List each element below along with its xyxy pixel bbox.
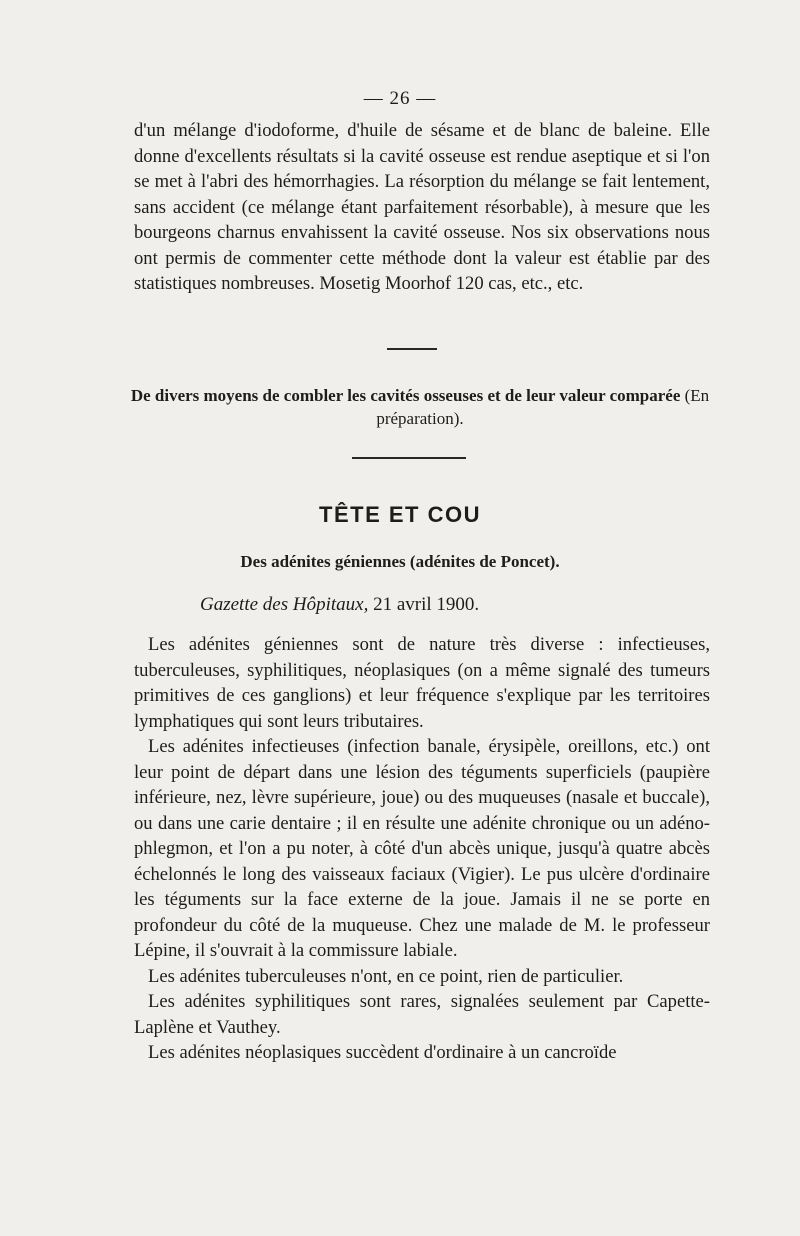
body-paragraph: Les adénites néoplasiques succèdent d'ordinaire à un cancroïde [148,1042,617,1063]
section-heading [120,384,720,430]
body-paragraph: Les adénites tuberculeuses n'ont, en ce point, rien de particulier. [148,965,624,987]
article-title: Des adénites géniennes (adénites de Poncet). [240,552,560,571]
page-number: — 26 — [363,88,437,109]
section-heading-note: (En préparation). [376,386,710,428]
source-date: 21 avril 1900. [373,594,480,615]
source-journal: Gazette des Hôpitaux, [200,594,369,615]
article-source [200,594,479,616]
separator-rule-long [352,457,466,459]
chapter-title: TÊTE ET COU [319,502,481,527]
top-paragraph-block [134,118,710,297]
body-paragraph: Les adénites infectieuses (infection banale, érysipèle, oreillons, etc.) ont leur point de départ dans une lésion des téguments superficiels (paupière inférieure, nez, lèvre supérieure, joue) ou des muqueuses (nasale et buccale), ou dans une carie dentaire ; il en résulte une adénite chronique ou un adéno-phlegmon, et l'on a pu noter, à côté d'un abcès unique, jusqu'à quatre abcès échelonnés le long des vaisseaux faciaux (Vigier). Le pus ulcère d'ordinaire les téguments sur la face externe de la joue. Jamais il ne se porte en profondeur du côté de la muqueuse. Chez une malade de M. le professeur Lépine, il s'ouvrait à la commissure labiale. [134,736,710,961]
separator-rule-short [387,348,437,350]
body-paragraph: Les adénites géniennes sont de nature très diverse : infectieuses, tuberculeuses, syphilitiques, néoplasiques (on a même signalé des tumeurs primitives de ces ganglions) et leur fréquence s'explique par les territoires lymphatiques qui sont leurs tributaires. [134,634,710,732]
article-body [134,632,710,1066]
top-paragraph: d'un mélange d'iodoforme, d'huile de sésame et de blanc de baleine. Elle donne d'excellents résultats si la cavité osseuse est rendue aseptique et si l'on se met à l'abri des hémorrhagies. La résorption du mélange se fait lentement, sans accident (ce mélange étant parfaitement résorbable), à mesure que les bourgeons charnus envahissent la cavité osseuse. Nos six observations nous ont permis de commenter cette méthode dont la valeur est établie par des statistiques nombreuses. Mosetig Moorhof 120 cas, etc., etc. [134,120,710,294]
body-paragraph: Les adénites syphilitiques sont rares, signalées seulement par Capette-Laplène et Vauthey. [134,991,710,1038]
section-heading-title: De divers moyens de combler les cavités osseuses et de leur valeur comparée [130,386,681,405]
